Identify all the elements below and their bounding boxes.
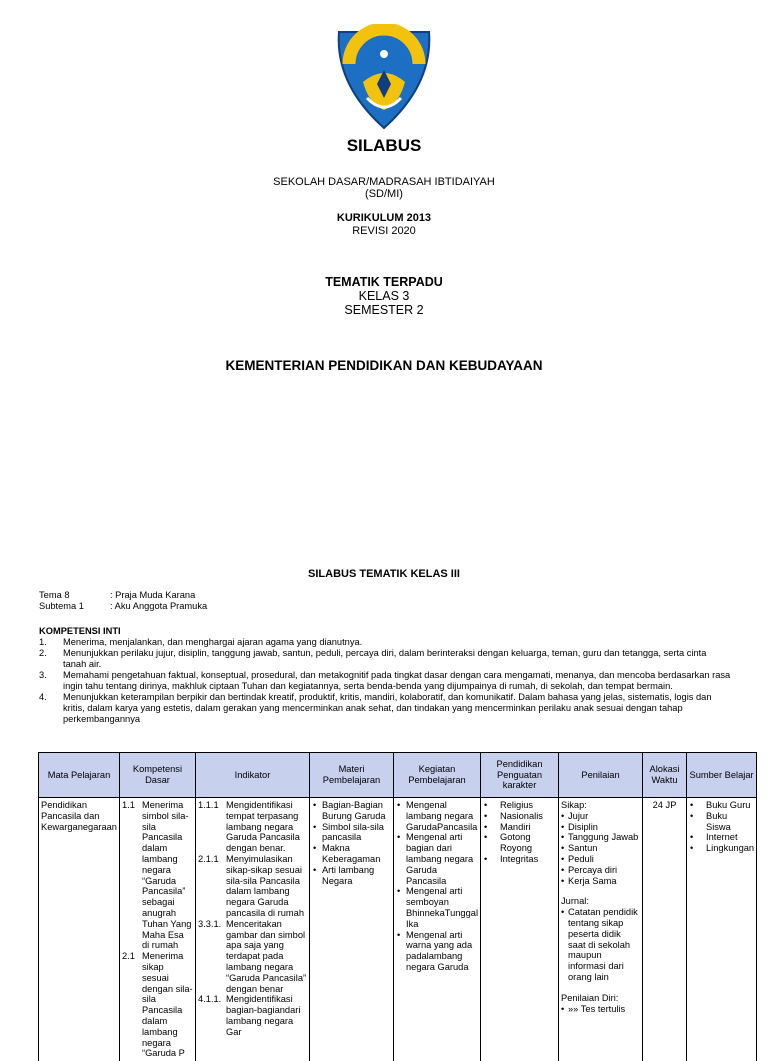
- indicator-item: 2.1.1 Menyimulasikan sikap-sikap sesuai sila-sila Pancasila dalam lambang negara Garuda pancasila di rumah: [198, 854, 307, 919]
- cell-kd: [119, 798, 195, 1061]
- cell-kegiatan: [393, 798, 480, 1061]
- cell-mapel: Pendidikan Pancasila dan Kewarganegaraan: [39, 798, 120, 1061]
- theme-info: [39, 590, 207, 612]
- list-item: • Mandiri: [483, 822, 556, 833]
- cell-materi: [309, 798, 393, 1061]
- kd-item: 1.1 Menerima simbol sila-sila Pancasila dalam lambang negara “Garuda Pancasila” sebagai anugrah Tuhan Yang Maha Esa di rumah: [122, 800, 193, 951]
- cell-penilaian: [559, 798, 643, 1061]
- list-item: • Buku Guru: [689, 800, 754, 811]
- cell-alokasi: 24 JP: [643, 798, 687, 1061]
- list-item: • Lingkungan: [689, 843, 754, 854]
- list-item: • Simbol sila-sila pancasila: [312, 822, 391, 844]
- list-item: • Peduli: [561, 854, 640, 865]
- list-item: • Makna Keberagaman: [312, 843, 391, 865]
- list-item: • Catatan pendidik tentang sikap peserta didik saat di sekolah maupun informasi dari orang lain: [561, 907, 640, 983]
- school-name: SEKOLAH DASAR/MADRASAH IBTIDAIYAH: [0, 176, 768, 188]
- list-item: 3. Memahami pengetahuan faktual, konseptual, prosedural, dan metakognitif pada tingkat dasar dengan cara mengamati, menanya, dan mencoba berdasarkan rasa ingin tahu tentang dirinya, makhluk ciptaan Tuhan dan kegiatannya, serta benda-benda yang dijumpainya di rumah, di sekolah, dan tempat bermain.: [39, 670, 731, 692]
- table-header-row: [39, 753, 757, 798]
- list-item: 4. Menunjukkan keterampilan berpikir dan bertindak kreatif, produktif, kritis, mandiri, kolaboratif, dan komunikatif. Dalam bahasa yang jelas, sistematis, logis dan kritis, dalam karya yang estetis, dalam gerakan yang mencerminkan anak sehat, dan tindakan yang mencerminkan perilaku anak sesuai dengan tahap perkembangannya: [39, 692, 731, 725]
- list-item: • Kerja Sama: [561, 876, 640, 887]
- list-item: • Mengenal arti bagian dari lambang negara Garuda Pancasila: [396, 832, 478, 886]
- list-item: • »» Tes tertulis: [561, 1004, 640, 1015]
- class-label: KELAS 3: [0, 289, 768, 303]
- list-item: • Integritas: [483, 854, 556, 865]
- tut-wuri-handayani-logo: [329, 24, 439, 134]
- subtheme-value: : Aku Anggota Pramuka: [110, 601, 207, 612]
- indicator-item: 3.3.1. Menceritakan gambar dan simbol apa saja yang terdapat pada lambang negara “Garuda Pancasila” dengan benar: [198, 919, 307, 995]
- list-item: • Arti lambang Negara: [312, 865, 391, 887]
- thematic-block: [0, 275, 768, 317]
- ministry-name: KEMENTERIAN PENDIDIKAN DAN KEBUDAYAAN: [0, 358, 768, 373]
- logo-emblem-icon: [329, 24, 439, 134]
- list-item: • Jujur: [561, 811, 640, 822]
- list-item: 1. Menerima, menjalankan, dan menghargai ajaran agama yang dianutnya.: [39, 637, 731, 648]
- header-penilaian: Penilaian: [559, 753, 643, 798]
- list-item: • Disiplin: [561, 822, 640, 833]
- semester-label: SEMESTER 2: [0, 303, 768, 317]
- kd-item: 2.1 Menerima sikap sesuai dengan sila-sila Pancasila dalam lambang negara “Garuda P: [122, 951, 193, 1059]
- silabus-table: [38, 752, 757, 1061]
- list-item: • Santun: [561, 843, 640, 854]
- list-item: • Bagian-Bagian Burung Garuda: [312, 800, 391, 822]
- cell-sumber: [687, 798, 757, 1061]
- list-item: 2. Menunjukkan perilaku jujur, disiplin, tanggung jawab, santun, peduli, percaya diri, dalam berinteraksi dengan keluarga, teman, guru dan tetangga, serta cinta tanah air.: [39, 648, 731, 670]
- list-item: • Percaya diri: [561, 865, 640, 876]
- sikap-label: Sikap:: [561, 800, 640, 811]
- cell-indikator: [195, 798, 309, 1061]
- document-title: SILABUS: [0, 136, 768, 156]
- jurnal-label: Jurnal:: [561, 896, 640, 907]
- silabus-title: SILABUS TEMATIK KELAS III: [0, 568, 768, 580]
- subtheme-label: Subtema 1: [39, 601, 110, 612]
- list-item: • Religius: [483, 800, 556, 811]
- thematic-title: TEMATIK TERPADU: [0, 275, 768, 289]
- list-item: • Nasionalis: [483, 811, 556, 822]
- table-row: [39, 798, 757, 1061]
- curriculum-block: [0, 212, 768, 238]
- school-level: [0, 176, 768, 200]
- list-item: • Buku Siswa: [689, 811, 754, 833]
- indicator-item: 1.1.1 Mengidentifikasi tempat terpasang lambang negara Garuda Pancasila dengan benar.: [198, 800, 307, 854]
- revision: REVISI 2020: [0, 225, 768, 238]
- core-competencies-heading: KOMPETENSI INTI: [39, 626, 731, 637]
- list-item: • Mengenal lambang negara GarudaPancasila: [396, 800, 478, 832]
- header-indikator: Indikator: [195, 753, 309, 798]
- cell-karakter: [481, 798, 559, 1061]
- header-kegiatan: Kegiatan Pembelajaran: [393, 753, 480, 798]
- list-item: • Tanggung Jawab: [561, 832, 640, 843]
- header-karakter: Pendidikan Penguatan karakter: [481, 753, 559, 798]
- header-mata-pelajaran: Mata Pelajaran: [39, 753, 120, 798]
- theme-label: Tema 8: [39, 590, 110, 601]
- curriculum-name: KURIKULUM 2013: [0, 212, 768, 225]
- list-item: • Gotong Royong: [483, 832, 556, 854]
- penilaian-diri-label: Penilaian Diri:: [561, 993, 640, 1004]
- list-item: • Mengenal arti warna yang ada padalambang negara Garuda: [396, 930, 478, 973]
- header-alokasi: Alokasi Waktu: [643, 753, 687, 798]
- list-item: • Mengenal arti semboyan BhinnekaTunggal Ika: [396, 886, 478, 929]
- core-competencies: [39, 626, 731, 725]
- school-abbreviation: (SD/MI): [0, 188, 768, 200]
- list-item: • Internet: [689, 832, 754, 843]
- header-materi: Materi Pembelajaran: [309, 753, 393, 798]
- header-kompetensi-dasar: Kompetensi Dasar: [119, 753, 195, 798]
- indicator-item: 4.1.1. Mengidentifikasi bagian-bagiandari lambang negara Gar: [198, 994, 307, 1037]
- theme-value: : Praja Muda Karana: [110, 590, 195, 601]
- header-sumber: Sumber Belajar: [687, 753, 757, 798]
